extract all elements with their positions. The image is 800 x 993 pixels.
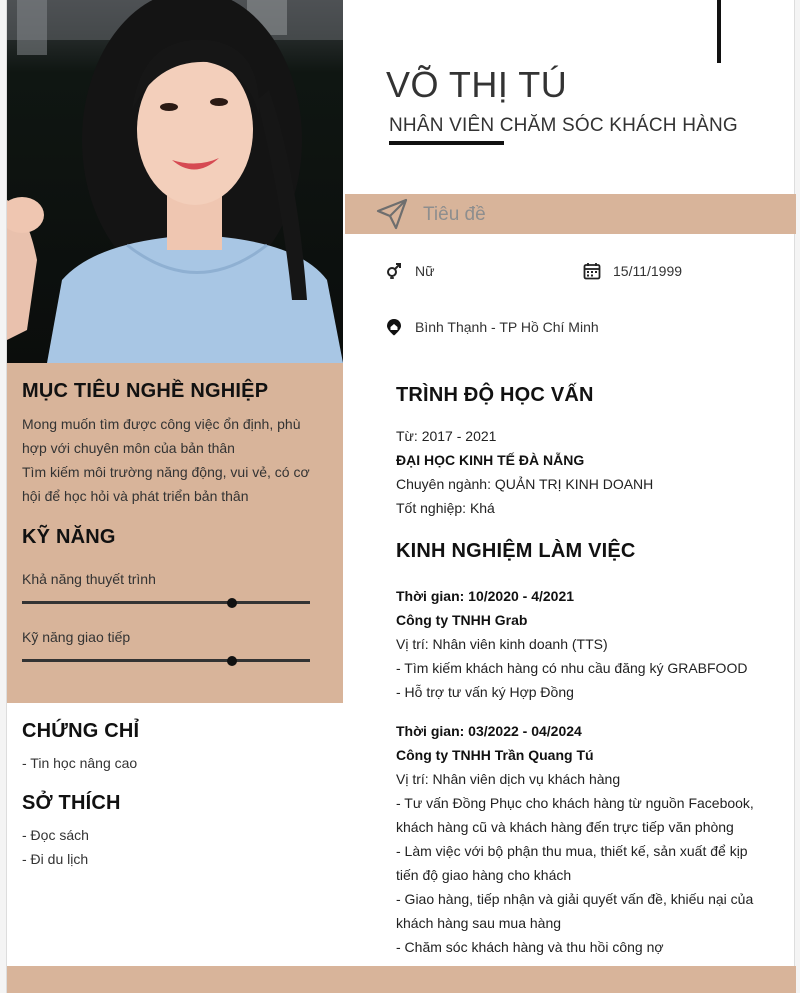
job-duty: - Chăm sóc khách hàng và thu hồi công nợ <box>396 939 664 955</box>
objective-line: hội để học hỏi và phát triển bản thân <box>22 488 249 504</box>
hobby-item: - Đi du lịch <box>22 851 89 867</box>
skill-bar <box>22 659 310 662</box>
education-grade: Tốt nghiệp: Khá <box>396 500 495 516</box>
hobby-item: - Đọc sách <box>22 827 89 843</box>
skill-label: Khả năng thuyết trình <box>22 571 156 587</box>
experience-job <box>396 584 786 704</box>
headline-placeholder: Tiêu đề <box>423 204 486 225</box>
objective-line: Tìm kiếm môi trường năng động, vui vẻ, có cơ <box>22 464 310 480</box>
education-school: ĐẠI HỌC KINH TẾ ĐÀ NẴNG <box>396 452 585 468</box>
job-duty: - Tư vấn Đồng Phục cho khách hàng từ nguồn Facebook, <box>396 795 754 811</box>
job-position: Vị trí: Nhân viên dịch vụ khách hàng <box>396 771 621 787</box>
location-pin-icon <box>385 318 403 336</box>
job-period: Thời gian: 10/2020 - 4/2021 <box>396 588 575 604</box>
objective-title: MỤC TIÊU NGHỀ NGHIỆP <box>22 380 269 402</box>
job-duty: tiến độ giao hàng cho khách <box>396 867 572 883</box>
job-position: Vị trí: Nhân viên kinh doanh (TTS) <box>396 636 608 652</box>
job-duty: khách hàng cũ và khách hàng đến trực tiếp văn phòng <box>396 819 734 835</box>
education-major: Chuyên ngành: QUẢN TRỊ KINH DOANH <box>396 476 654 492</box>
objective-line: hợp với chuyên môn của bản thân <box>22 440 235 456</box>
skill-label: Kỹ năng giao tiếp <box>22 629 131 645</box>
cv-page <box>6 0 795 993</box>
job-company: Công ty TNHH Trần Quang Tú <box>396 747 594 763</box>
calendar-icon <box>583 262 601 280</box>
certificates-title: CHỨNG CHỈ <box>22 720 140 742</box>
decorative-bar <box>717 0 721 63</box>
gender-icon <box>385 262 403 280</box>
education-section <box>396 384 786 520</box>
full-name: VÕ THỊ TÚ <box>386 64 568 105</box>
experience-section <box>396 540 786 959</box>
education-title: TRÌNH ĐỘ HỌC VẤN <box>396 384 594 406</box>
job-company: Công ty TNHH Grab <box>396 612 528 628</box>
portrait-illustration <box>7 0 343 363</box>
job-duty: - Hỗ trợ tư vấn ký Hợp Đồng <box>396 684 574 700</box>
experience-title: KINH NGHIỆM LÀM VIỆC <box>396 540 636 562</box>
job-duty: - Giao hàng, tiếp nhận và giải quyết vấn đề, khiếu nại của <box>396 891 754 907</box>
certificate-item: - Tin học nâng cao <box>22 755 138 771</box>
job-duty: - Tìm kiếm khách hàng có nhu cầu đăng ký GRABFOOD <box>396 660 748 676</box>
skill-bar <box>22 601 310 604</box>
objective-section <box>22 380 322 508</box>
footer-accent-band <box>7 966 796 993</box>
job-duty: khách hàng sau mua hàng <box>396 915 562 931</box>
birthdate-value: 15/11/1999 <box>613 263 683 279</box>
hobbies-title: SỞ THÍCH <box>22 792 121 814</box>
experience-job <box>396 719 786 959</box>
headline-band[interactable] <box>345 194 796 234</box>
skills-title: KỸ NĂNG <box>22 526 116 548</box>
gender-value: Nữ <box>415 263 435 279</box>
paper-plane-icon <box>375 197 409 231</box>
objective-line: Mong muốn tìm được công việc ổn định, phù <box>22 416 301 432</box>
job-title: NHÂN VIÊN CHĂM SÓC KHÁCH HÀNG <box>389 115 738 136</box>
job-duty: - Làm việc với bộ phận thu mua, thiết kế, sản xuất để kịp <box>396 843 748 859</box>
education-period: Từ: 2017 - 2021 <box>396 428 497 444</box>
job-period: Thời gian: 03/2022 - 04/2024 <box>396 723 582 739</box>
profile-photo <box>7 0 343 363</box>
title-underline <box>389 141 504 145</box>
address-value: Bình Thạnh - TP Hồ Chí Minh <box>415 319 599 335</box>
